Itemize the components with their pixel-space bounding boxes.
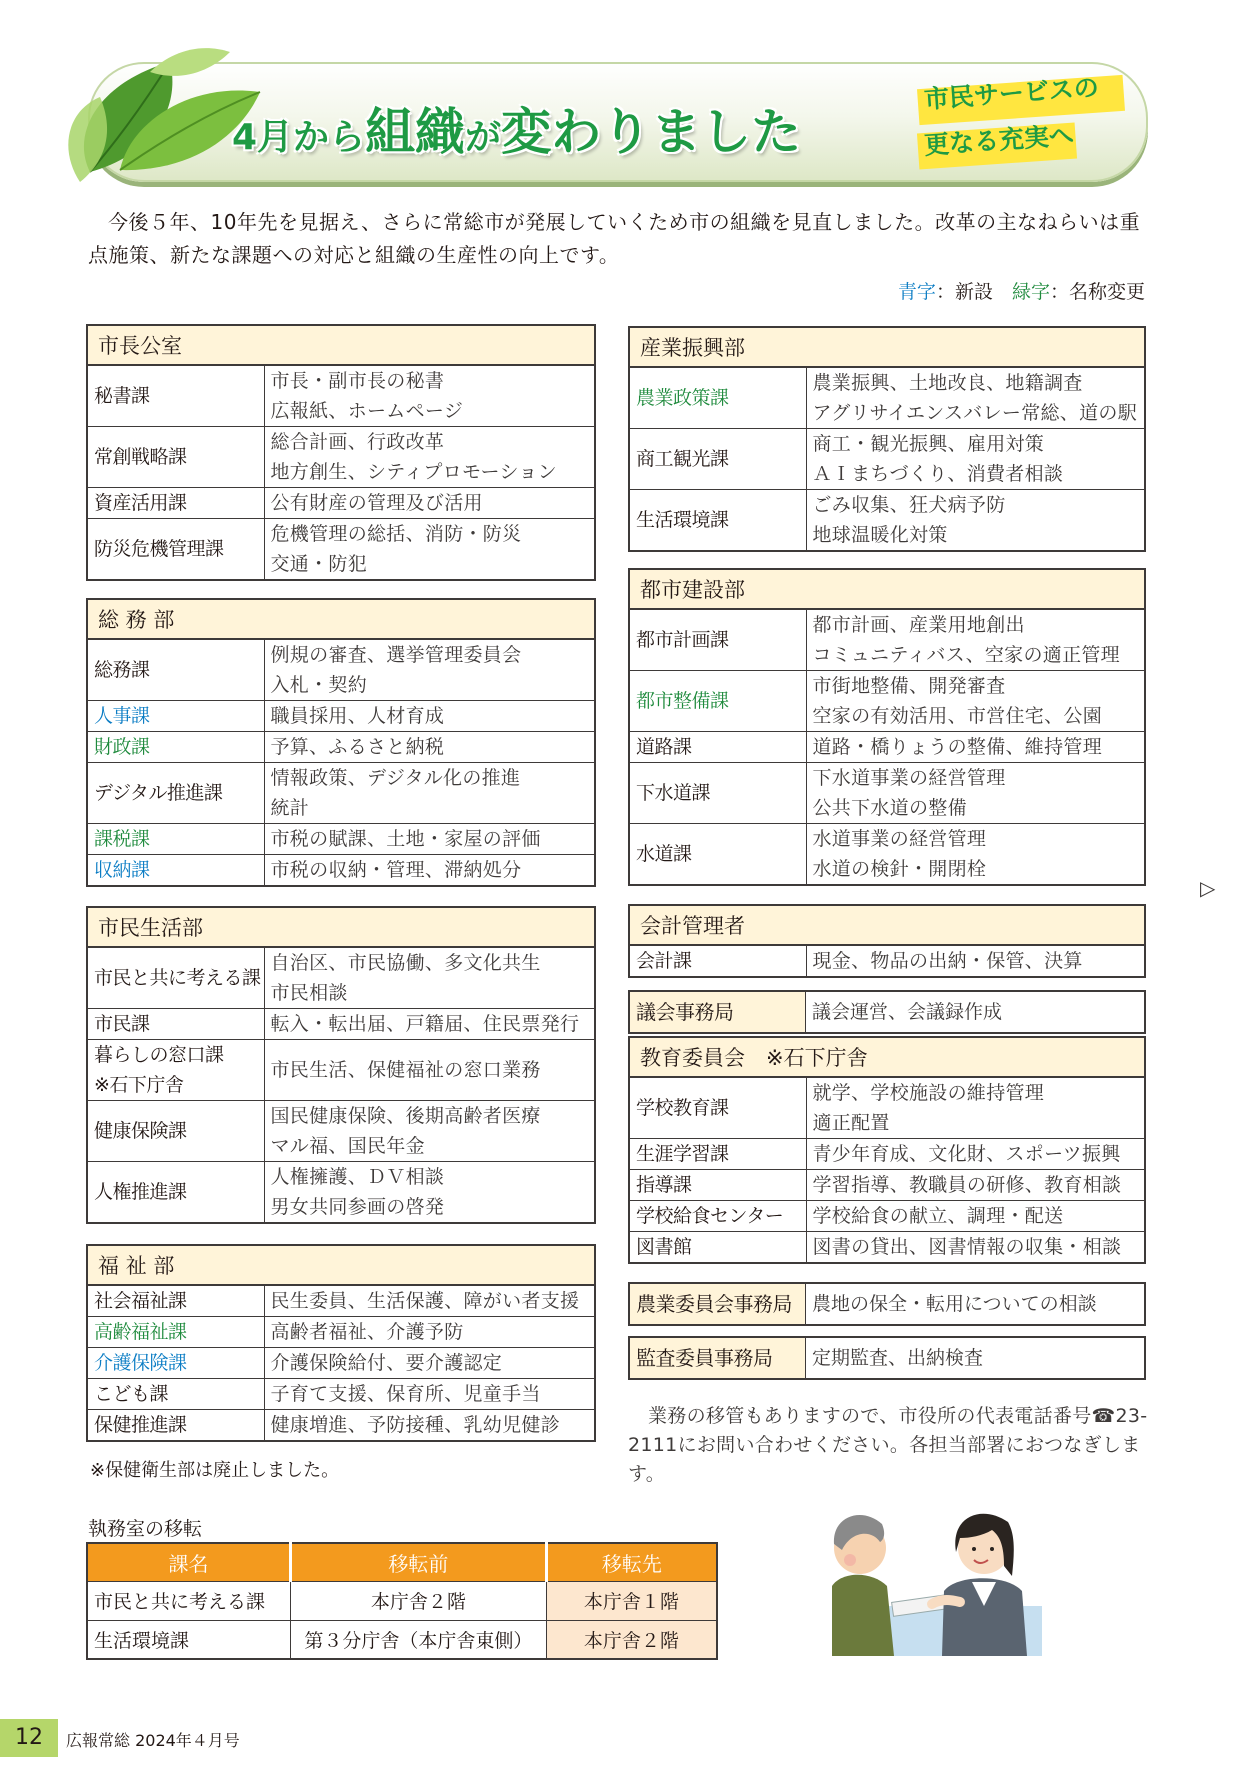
duty-line: 学校給食の献立、調理・配送 — [812, 1205, 1064, 1227]
duty-line: 高齢者福祉、介護予防 — [270, 1321, 464, 1343]
duty-line: 公共下水道の整備 — [812, 797, 967, 819]
section-name: 農業委員会事務局 — [630, 1284, 806, 1324]
duty-line: 水道の検針・開閉栓 — [812, 858, 987, 880]
section-duties — [264, 948, 594, 1009]
department-name: 教育委員会 ※石下庁舎 — [630, 1038, 1144, 1078]
section-table — [630, 610, 1144, 884]
department-name: 産業振興部 — [630, 328, 1144, 368]
section-duties — [806, 490, 1144, 551]
table-row — [88, 1286, 594, 1317]
page-title: 4月から組織が変わりました — [232, 103, 802, 161]
table-row — [630, 490, 1144, 551]
department-mayor-office — [86, 324, 596, 581]
duty-line: 地球温暖化対策 — [812, 524, 948, 546]
table-row — [88, 1379, 594, 1410]
duty-line: 市税の賦課、土地・家屋の評価 — [270, 828, 541, 850]
section-duty: 定期監査、出納検査 — [812, 1347, 984, 1369]
department-accounting — [628, 904, 1146, 978]
section-name: 資産活用課 — [88, 488, 264, 519]
relocation-after: 本庁舎２階 — [546, 1620, 717, 1659]
table-row — [630, 429, 1144, 490]
section-duties — [264, 855, 594, 886]
duty-line: 統計 — [270, 797, 310, 819]
duty-line: 危機管理の総括、消防・防災 — [270, 523, 522, 545]
table-row — [88, 1162, 594, 1223]
duty-line: 転入・転出届、戸籍届、住民票発行 — [270, 1013, 580, 1035]
table-row — [88, 427, 594, 488]
duty-line: アグリサイエンスバレー常総、道の駅 — [812, 402, 1137, 424]
department-industry — [628, 326, 1146, 552]
duty-line: 民生委員、生活保護、障がい者支援 — [270, 1290, 580, 1312]
next-page-arrow-icon: ▷ — [1200, 876, 1216, 900]
table-row — [88, 1040, 594, 1101]
table-row — [630, 1201, 1144, 1232]
duty-line: 介護保険給付、要介護認定 — [270, 1352, 503, 1374]
section-table — [88, 366, 594, 579]
duty-line: 市税の収納・管理、滞納処分 — [270, 859, 522, 881]
table-row — [88, 701, 594, 732]
section-duties — [264, 640, 594, 701]
table-row — [88, 1410, 594, 1441]
page-number: 12 — [0, 1719, 58, 1757]
section-duties — [806, 671, 1144, 732]
duty-line: ごみ収集、狂犬病予防 — [812, 494, 1006, 516]
closing-text: 業務の移管もありますので、市役所の代表電話番号☎23-2111にお問い合わせください。各担当部署におつなぎします。 — [628, 1405, 1148, 1485]
legend-new-label: 青字 — [897, 281, 936, 303]
section-name: 議会事務局 — [630, 992, 806, 1032]
duty-line: 総合計画、行政改革 — [270, 431, 445, 453]
section-duties — [264, 732, 594, 763]
section-duties — [806, 1078, 1144, 1139]
table-row — [88, 1009, 594, 1040]
section-duties — [264, 1162, 594, 1223]
section-table — [88, 948, 594, 1222]
table-row — [88, 732, 594, 763]
department-general-affairs — [86, 598, 596, 887]
section-name: 下水道課 — [630, 763, 806, 824]
department-urban-construction — [628, 568, 1146, 886]
section-name: こども課 — [88, 1379, 264, 1410]
table-row — [630, 1170, 1144, 1201]
section-name: 防災危機管理課 — [88, 519, 264, 580]
section-name: 社会福祉課 — [88, 1286, 264, 1317]
section-duties — [806, 1201, 1144, 1232]
section-name: 高齢福祉課 — [88, 1317, 264, 1348]
table-row — [630, 763, 1144, 824]
table-row — [88, 488, 594, 519]
intro-text: 今後５年、10年先を見据え、さらに常総市が発展していくため市の組織を見直しました。改革の主なねらいは重点施策、新たな課題への対応と組織の生産性の向上です。 — [88, 210, 1141, 267]
section-name: 学校給食センター — [630, 1201, 806, 1232]
subtitle-line-1: 市民サービスの — [923, 72, 1100, 114]
section-name: 健康保険課 — [88, 1101, 264, 1162]
table-row — [630, 610, 1144, 671]
section-duties — [806, 824, 1144, 885]
duty-line: 自治区、市民協働、多文化共生 — [270, 952, 541, 974]
duty-line: 健康増進、予防接種、乳幼児健診 — [270, 1414, 561, 1436]
section-duties — [264, 427, 594, 488]
table-row — [88, 366, 594, 427]
table-row — [87, 1620, 717, 1659]
table-row — [630, 1232, 1144, 1263]
section-name — [88, 1040, 264, 1101]
department-name: 市民生活部 — [88, 908, 594, 948]
color-legend — [898, 277, 1145, 304]
duty-line: 学習指導、教職員の研修、教育相談 — [812, 1174, 1122, 1196]
duty-line: 現金、物品の出納・保管、決算 — [812, 950, 1083, 972]
duty-line: 道路・橋りょうの整備、維持管理 — [812, 736, 1103, 758]
section-name: 学校教育課 — [630, 1078, 806, 1139]
duty-line: 下水道事業の経営管理 — [812, 767, 1006, 789]
duty-line: 都市計画、産業用地創出 — [812, 614, 1025, 636]
section-duties — [806, 1139, 1144, 1170]
table-row — [88, 640, 594, 701]
department-name: 福 祉 部 — [88, 1246, 594, 1286]
department-name: 市長公室 — [88, 326, 594, 366]
section-duties — [806, 946, 1144, 976]
section-name: 介護保険課 — [88, 1348, 264, 1379]
relocation-section: 市民と共に考える課 — [87, 1581, 291, 1620]
duty-line: 市街地整備、開発審査 — [812, 675, 1006, 697]
duty-line: 男女共同参画の啓発 — [270, 1196, 445, 1218]
table-row — [87, 1581, 717, 1620]
relocation-title: 執務室の移転 — [88, 1518, 203, 1540]
section-duties — [264, 488, 594, 519]
department-citizen-life — [86, 906, 596, 1224]
section-table — [630, 946, 1144, 976]
table-row — [88, 855, 594, 886]
relocation-after: 本庁舎１階 — [546, 1581, 717, 1620]
department-welfare — [86, 1244, 596, 1442]
section-name: 市民と共に考える課 — [88, 948, 264, 1009]
section-name: 都市計画課 — [630, 610, 806, 671]
duty-line: 公有財産の管理及び活用 — [270, 492, 483, 514]
section-duties — [264, 701, 594, 732]
section-duties — [264, 763, 594, 824]
table-row — [88, 1348, 594, 1379]
section-duty: 議会運営、会議録作成 — [812, 1001, 1003, 1023]
section-duties — [264, 1009, 594, 1040]
table-row — [88, 1317, 594, 1348]
section-name: 人権推進課 — [88, 1162, 264, 1223]
department-education-board — [628, 1036, 1146, 1264]
section-name: 生涯学習課 — [630, 1139, 806, 1170]
duty-line: 例規の審査、選挙管理委員会 — [270, 644, 522, 666]
duty-line: コミュニティバス、空家の適正管理 — [812, 644, 1120, 666]
section-name: 生活環境課 — [630, 490, 806, 551]
section-name: 道路課 — [630, 732, 806, 763]
duty-line: 就学、学校施設の維持管理 — [812, 1082, 1045, 1104]
duty-line: 商工・観光振興、雇用対策 — [812, 433, 1045, 455]
duty-line: 適正配置 — [812, 1112, 890, 1134]
legend-renamed-label: 緑字 — [1011, 281, 1050, 303]
section-duties — [264, 366, 594, 427]
relocation-table — [86, 1542, 718, 1660]
section-name: 監査委員事務局 — [630, 1338, 806, 1378]
section-name: 図書館 — [630, 1232, 806, 1263]
section-duties — [806, 1170, 1144, 1201]
section-duties — [806, 1232, 1144, 1263]
section-name: 水道課 — [630, 824, 806, 885]
section-duties — [264, 1410, 594, 1441]
section-name: 財政課 — [88, 732, 264, 763]
duty-line: 市民相談 — [270, 982, 348, 1004]
table-row — [88, 1101, 594, 1162]
duty-line: 情報政策、デジタル化の推進 — [270, 767, 521, 789]
section-name: 総務課 — [88, 640, 264, 701]
duty-line: マル福、国民年金 — [270, 1135, 425, 1157]
phone-icon: ☎ — [1091, 1405, 1116, 1427]
table-row — [88, 824, 594, 855]
section-table — [630, 368, 1144, 550]
table-row — [630, 732, 1144, 763]
relocation-header-section: 課名 — [87, 1543, 291, 1581]
duty-line: ＡＩまちづくり、消費者相談 — [812, 463, 1064, 485]
section-name: デジタル推進課 — [88, 763, 264, 824]
duty-line: 予算、ふるさと納税 — [270, 736, 445, 758]
table-row — [88, 948, 594, 1009]
table-row — [630, 946, 1144, 976]
table-row — [630, 368, 1144, 429]
department-name: 総 務 部 — [88, 600, 594, 640]
section-name: 市民課 — [88, 1009, 264, 1040]
section-location-note: ※石下庁舎 — [94, 1074, 184, 1096]
relocation-header-before: 移転前 — [291, 1543, 547, 1581]
section-duties — [264, 1317, 594, 1348]
duty-line: 図書の貸出、図書情報の収集・相談 — [812, 1236, 1122, 1258]
duty-line: 入札・契約 — [270, 674, 368, 696]
duty-line: 人権擁護、ＤＶ相談 — [270, 1166, 445, 1188]
section-table — [630, 1078, 1144, 1262]
section-duties — [264, 1286, 594, 1317]
table-row — [630, 1078, 1144, 1139]
duty-line: 子育て支援、保育所、児童手当 — [270, 1383, 541, 1405]
table-row — [88, 763, 594, 824]
duty-line: 市民生活、保健福祉の窓口業務 — [270, 1059, 541, 1081]
section-duties — [264, 519, 594, 580]
relocation-before: 本庁舎２階 — [291, 1581, 547, 1620]
section-name: 人事課 — [88, 701, 264, 732]
subtitle-line-2: 更なる充実へ — [923, 120, 1075, 160]
section-table — [88, 640, 594, 885]
table-row — [630, 671, 1144, 732]
section-name: 課税課 — [88, 824, 264, 855]
duty-line: 市長・副市長の秘書 — [270, 370, 445, 392]
section-duties — [806, 368, 1144, 429]
duty-line: 農業振興、土地改良、地籍調査 — [812, 372, 1083, 394]
section-name: 農業政策課 — [630, 368, 806, 429]
legend-renamed-meaning: ：名称変更 — [1049, 281, 1145, 303]
duty-line: 国民健康保険、後期高齢者医療 — [270, 1105, 541, 1127]
section-audit-committee — [628, 1336, 1146, 1380]
section-duties — [806, 429, 1144, 490]
duty-line: 職員採用、人材育成 — [270, 705, 445, 727]
section-duty: 農地の保全・転用についての相談 — [812, 1293, 1097, 1315]
section-duties — [806, 763, 1144, 824]
duty-line: 交通・防犯 — [270, 553, 368, 575]
section-agriculture-committee — [628, 1282, 1146, 1326]
duty-line: 青少年育成、文化財、スポーツ振興 — [812, 1143, 1121, 1165]
duty-line: 地方創生、シティプロモーション — [270, 461, 557, 483]
section-name: 会計課 — [630, 946, 806, 976]
section-table — [88, 1286, 594, 1440]
publication-name: 広報常総 2024年４月号 — [66, 1731, 240, 1750]
relocation-section: 生活環境課 — [87, 1620, 291, 1659]
relocation-header-after: 移転先 — [546, 1543, 717, 1581]
duty-line: 広報紙、ホームページ — [270, 400, 464, 422]
duty-line: 水道事業の経営管理 — [812, 828, 987, 850]
section-duties — [264, 824, 594, 855]
section-duties — [264, 1040, 594, 1101]
section-duties — [806, 610, 1144, 671]
abolished-note: ※保健衛生部は廃止しました。 — [90, 1460, 340, 1481]
department-name: 都市建設部 — [630, 570, 1144, 610]
section-name: 収納課 — [88, 855, 264, 886]
section-name-line: 暮らしの窓口課 — [94, 1044, 224, 1066]
duty-line: 空家の有効活用、市営住宅、公園 — [812, 705, 1103, 727]
section-duties — [264, 1379, 594, 1410]
section-assembly-office — [628, 990, 1146, 1034]
table-row — [630, 824, 1144, 885]
phone-number: 23-2111 — [628, 1405, 1148, 1456]
department-name: 会計管理者 — [630, 906, 1144, 946]
section-name: 指導課 — [630, 1170, 806, 1201]
counter-service-illustration — [832, 1486, 1042, 1656]
section-name: 秘書課 — [88, 366, 264, 427]
table-row — [630, 1139, 1144, 1170]
legend-new-meaning: ：新設 — [935, 281, 993, 303]
section-name: 都市整備課 — [630, 671, 806, 732]
section-duties — [264, 1101, 594, 1162]
section-duties — [806, 732, 1144, 763]
section-name: 保健推進課 — [88, 1410, 264, 1441]
relocation-before: 第３分庁舎（本庁舎東側） — [291, 1620, 547, 1659]
section-duties — [264, 1348, 594, 1379]
section-name: 商工観光課 — [630, 429, 806, 490]
section-name: 常創戦略課 — [88, 427, 264, 488]
table-row — [88, 519, 594, 580]
